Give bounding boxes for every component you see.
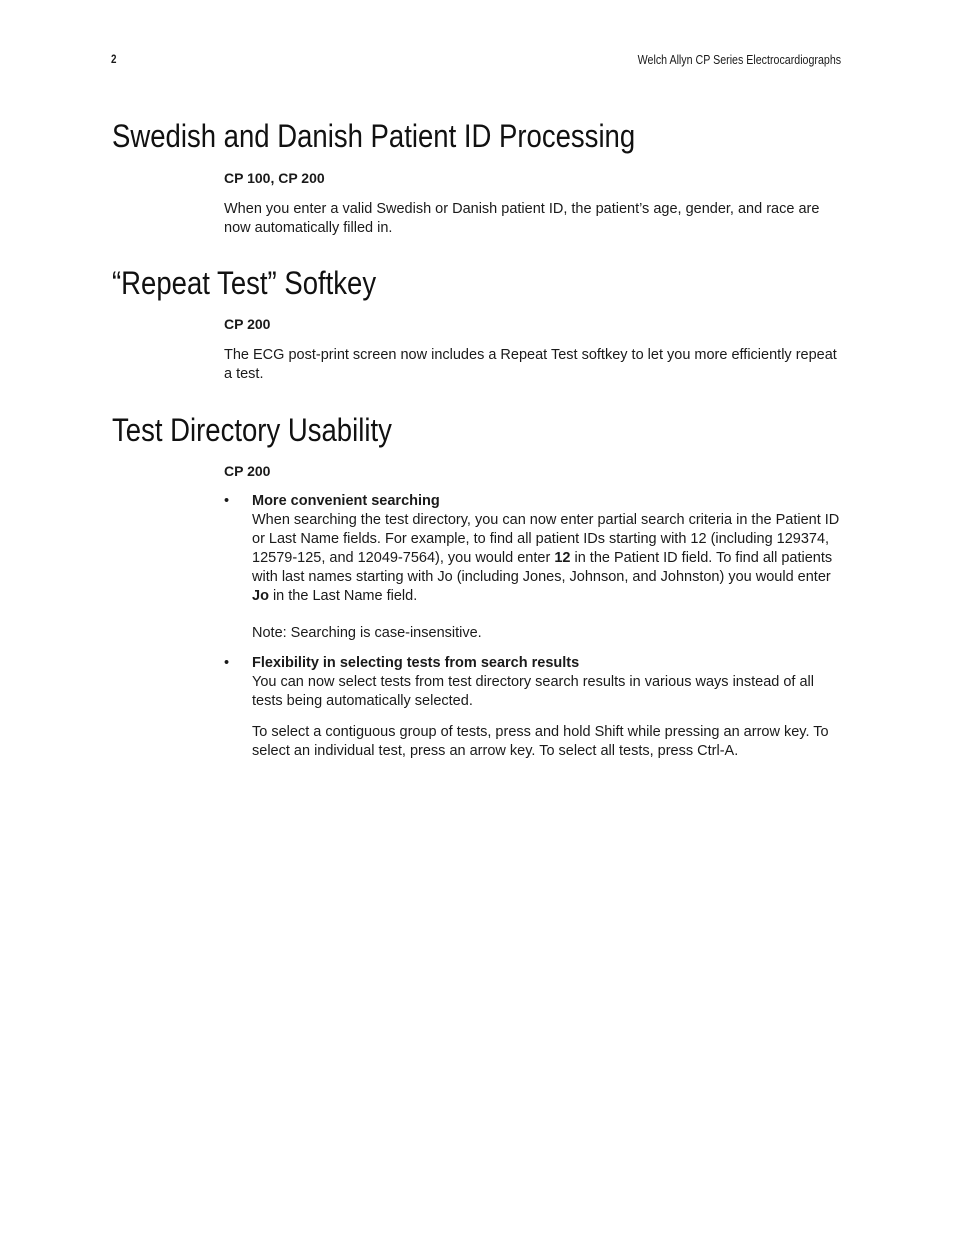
section-models-repeat-test: CP 200 xyxy=(224,316,271,332)
bullet-content xyxy=(252,492,842,643)
bold-example-id: 12 xyxy=(554,550,571,566)
bullet-title: Flexibility in selecting tests from search results xyxy=(252,655,580,671)
section-heading-patient-id: Swedish and Danish Patient ID Processing xyxy=(112,118,636,154)
running-header-title: Welch Allyn CP Series Electrocardiographs xyxy=(637,52,841,67)
bullet-text-part: in the Patient ID field. To find all patients with last names starting with Jo (including Jones, Johnson, and Johnston) you would enter xyxy=(252,550,833,585)
bullet-text-part: When searching the test directory, you can now enter partial search criteria in the Patient ID or Last Name fields. For example, to find all patient IDs starting with 12 (including 129374, 12579-125, and 12049-7564), you would enter xyxy=(252,512,840,566)
bullet-paragraph: To select a contiguous group of tests, press and hold Shift while pressing an arrow key. To select an individual test, press an arrow key. To select all tests, press Ctrl-A. xyxy=(252,724,829,759)
section-heading-repeat-test: “Repeat Test” Softkey xyxy=(112,265,377,301)
bullet-title: More convenient searching xyxy=(252,493,440,509)
page-number: 2 xyxy=(111,52,117,66)
section-models-patient-id: CP 100, CP 200 xyxy=(224,170,325,186)
bullet-marker: • xyxy=(224,655,230,671)
bullet-marker: • xyxy=(224,493,230,509)
bullet-note: Note: Searching is case-insensitive. xyxy=(252,625,482,641)
section-heading-test-directory: Test Directory Usability xyxy=(112,412,392,448)
section-models-test-directory: CP 200 xyxy=(224,463,271,479)
section-body-repeat-test: The ECG post-print screen now includes a Repeat Test softkey to let you more efficiently repeat a test. xyxy=(224,347,837,382)
bullet-content xyxy=(252,654,842,761)
bullet-paragraph xyxy=(252,511,842,606)
section-body-patient-id: When you enter a valid Swedish or Danish patient ID, the patient’s age, gender, and race are now automatically filled in. xyxy=(224,201,820,236)
bullet-paragraph: You can now select tests from test directory search results in various ways instead of all tests being automatically selected. xyxy=(252,674,814,709)
bold-example-name: Jo xyxy=(252,588,269,604)
bullet-text-part: in the Last Name field. xyxy=(268,588,418,604)
